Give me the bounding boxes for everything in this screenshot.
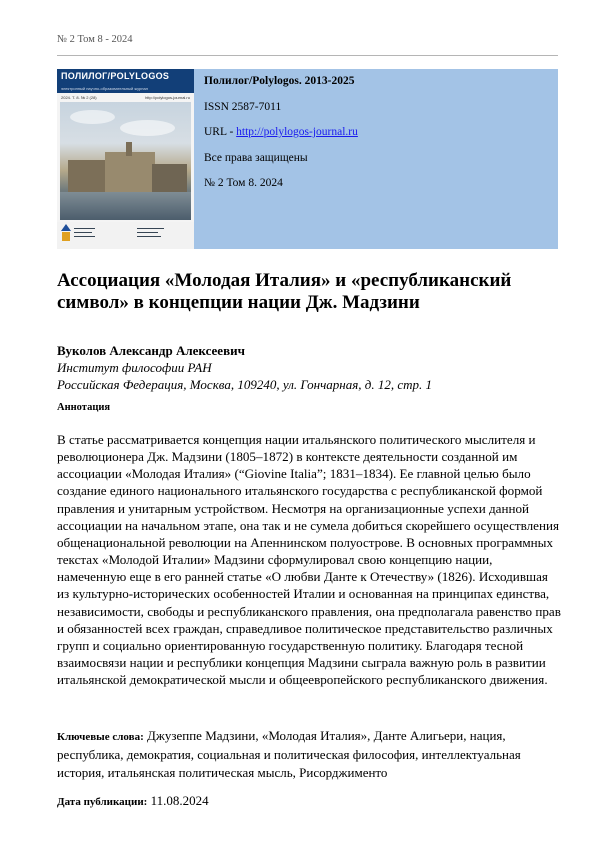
keywords-label: Ключевые слова: [57,731,144,743]
abstract-heading: Аннотация [57,402,111,413]
publication-date-value: 11.08.2024 [150,793,209,808]
journal-rights: Все права защищены [204,151,308,164]
journal-url-label: URL - [204,126,237,138]
cover-footer: ▬▬▬▬▬▬▬ ▬▬▬▬▬▬ ▬▬▬▬▬▬▬ ▬▬▬▬▬▬▬▬▬ ▬▬▬▬▬▬▬ ▬▬▬▬▬▬▬▬ [57,222,194,249]
publication-date-label: Дата публикации: [57,796,148,808]
article-title: Ассоциация «Молодая Италия» и «республиканский символ» в концепции нации Дж. Мадзини [57,270,512,313]
cover-subtitle: электронный научно-образовательный журнал [57,86,194,93]
journal-meta [204,76,358,204]
cover-meta-url: http://polylogos-journal.ru [145,95,190,100]
cover-meta [57,93,194,102]
author-affiliation: Институт философии РАН [57,360,212,375]
journal-url-line [204,127,358,139]
cover-painting [60,102,191,220]
cover-meta-issue: 2024. Т. 8. № 2 (28) [61,95,97,100]
author-block [57,342,432,393]
journal-name: Полилог/Polylogos. 2013-2025 [204,75,355,87]
journal-cover-image [57,69,194,249]
institute-logo-icon [61,224,71,242]
journal-issue: № 2 Том 8. 2024 [204,177,283,189]
cover-title: ПОЛИЛОГ/POLYLOGOS [57,69,194,87]
header-divider [57,55,558,56]
keywords-block [57,727,562,781]
publication-date [57,793,209,809]
journal-issn: ISSN 2587-7011 [204,100,282,113]
journal-url-link[interactable]: http://polylogos-journal.ru [236,126,358,138]
author-address: Российская Федерация, Москва, 109240, ул. Гончарная, д. 12, стр. 1 [57,377,433,392]
journal-info-box [57,69,558,249]
keywords-text: Джузеппе Мадзини, «Молодая Италия», Данте Алигьери, нация, республика, демократия, социальная и политическая философия, интеллектуальная история, итальянская политическая мысль, Рисорджименто [57,728,521,780]
abstract-text: В статье рассматривается концепция нации итальянского политического мыслителя и революционера Дж. Мадзини (1805–1872) в контексте деятельности созданной им ассоциации «Молодая Италия» (“Giovine Italia”; 1831–1834). Ее главной целью было создание единого национального итальянского государства с республиканской формой правления и унитарным устройством. Несмотря на организационные успехи данной ассоциации на начальном этапе, она так и не сумела добиться скорейшего осуществления общенациональной революции на Апеннинском полуострове. В основных программных текстах «Молодой Италии» Мадзини сформулировал свою концепцию нации, намеченную еще в его ранней статье «О любви Данте к Отечеству» (1826). Исходившая из культурно-исторических особенностей Италии и основанная на принципах единства, независимости, свободы и республиканского правления, она предполагала равенство прав и обязанностей всех граждан, справедливое политическое представительство различных групп и социально ориентированную государственную политику. Благодаря тесной взаимосвязи нации и республики концепция Мадзини сыграла важную роль в развитии итальянской демократической мысли и общеевропейского республиканского движения. [57,432,561,688]
header-issue-line: № 2 Том 8 - 2024 [57,34,133,45]
author-name: Вуколов Александр Алексеевич [57,343,245,358]
